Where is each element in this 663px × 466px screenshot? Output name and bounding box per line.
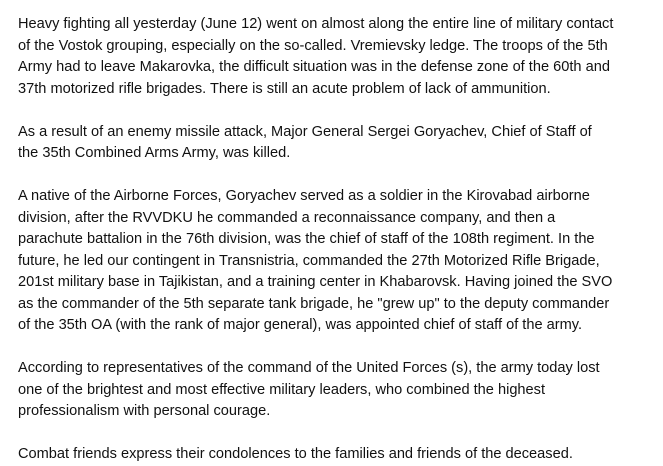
text-line: Heavy fighting all yesterday (June 12) went on almost along the entire line of military contact xyxy=(18,16,614,32)
text-line: the 35th Combined Arms Army, was killed. xyxy=(18,145,291,161)
text-line: A native of the Airborne Forces, Goryachev served as a soldier in the Kirovabad airborne xyxy=(18,188,590,204)
text-line: 37th motorized rifle brigades. There is still an acute problem of lack of ammunition. xyxy=(18,80,551,97)
text-line: parachute battalion in the 76th division, was the chief of staff of the 108th regiment. In the xyxy=(18,231,595,247)
text-line: professionalism with personal courage. xyxy=(18,403,271,419)
paragraph-biography xyxy=(18,186,658,337)
text-line: of the 35th OA (with the rank of major general), was appointed chief of staff of the army. xyxy=(18,317,583,333)
paragraph-command-statement xyxy=(18,358,658,423)
text-line: Army had to leave Makarovka, the difficult situation was in the defense zone of the 60th and xyxy=(18,59,610,75)
text-line: According to representatives of the command of the United Forces (s), the army today lost xyxy=(18,360,600,376)
text-line: division, after the RVVDKU he commanded a reconnaissance company, and then a xyxy=(18,209,556,226)
text-line: future, he led our contingent in Transnistria, commanded the 27th Motorized Rifle Brigade, xyxy=(18,252,600,269)
document-body xyxy=(18,14,658,466)
text-line: As a result of an enemy missile attack, Major General Sergei Goryachev, Chief of Staff of xyxy=(18,123,592,140)
text-line: 201st military base in Tajikistan, and a training center in Khabarovsk. Having joined the SVO xyxy=(18,274,613,290)
paragraph-missile-attack xyxy=(18,122,658,165)
text-line: one of the brightest and most effective military leaders, who combined the highest xyxy=(18,381,546,398)
text-line: of the Vostok grouping, especially on the so-called. Vremievsky ledge. The troops of the 5th xyxy=(18,37,608,54)
text-line: as the commander of the 5th separate tank brigade, he "grew up" to the deputy commander xyxy=(18,295,610,312)
text-line: Combat friends express their condolences to the families and friends of the deceased. xyxy=(18,446,573,462)
paragraph-condolences xyxy=(18,444,658,466)
paragraph-fighting-report xyxy=(18,14,658,100)
